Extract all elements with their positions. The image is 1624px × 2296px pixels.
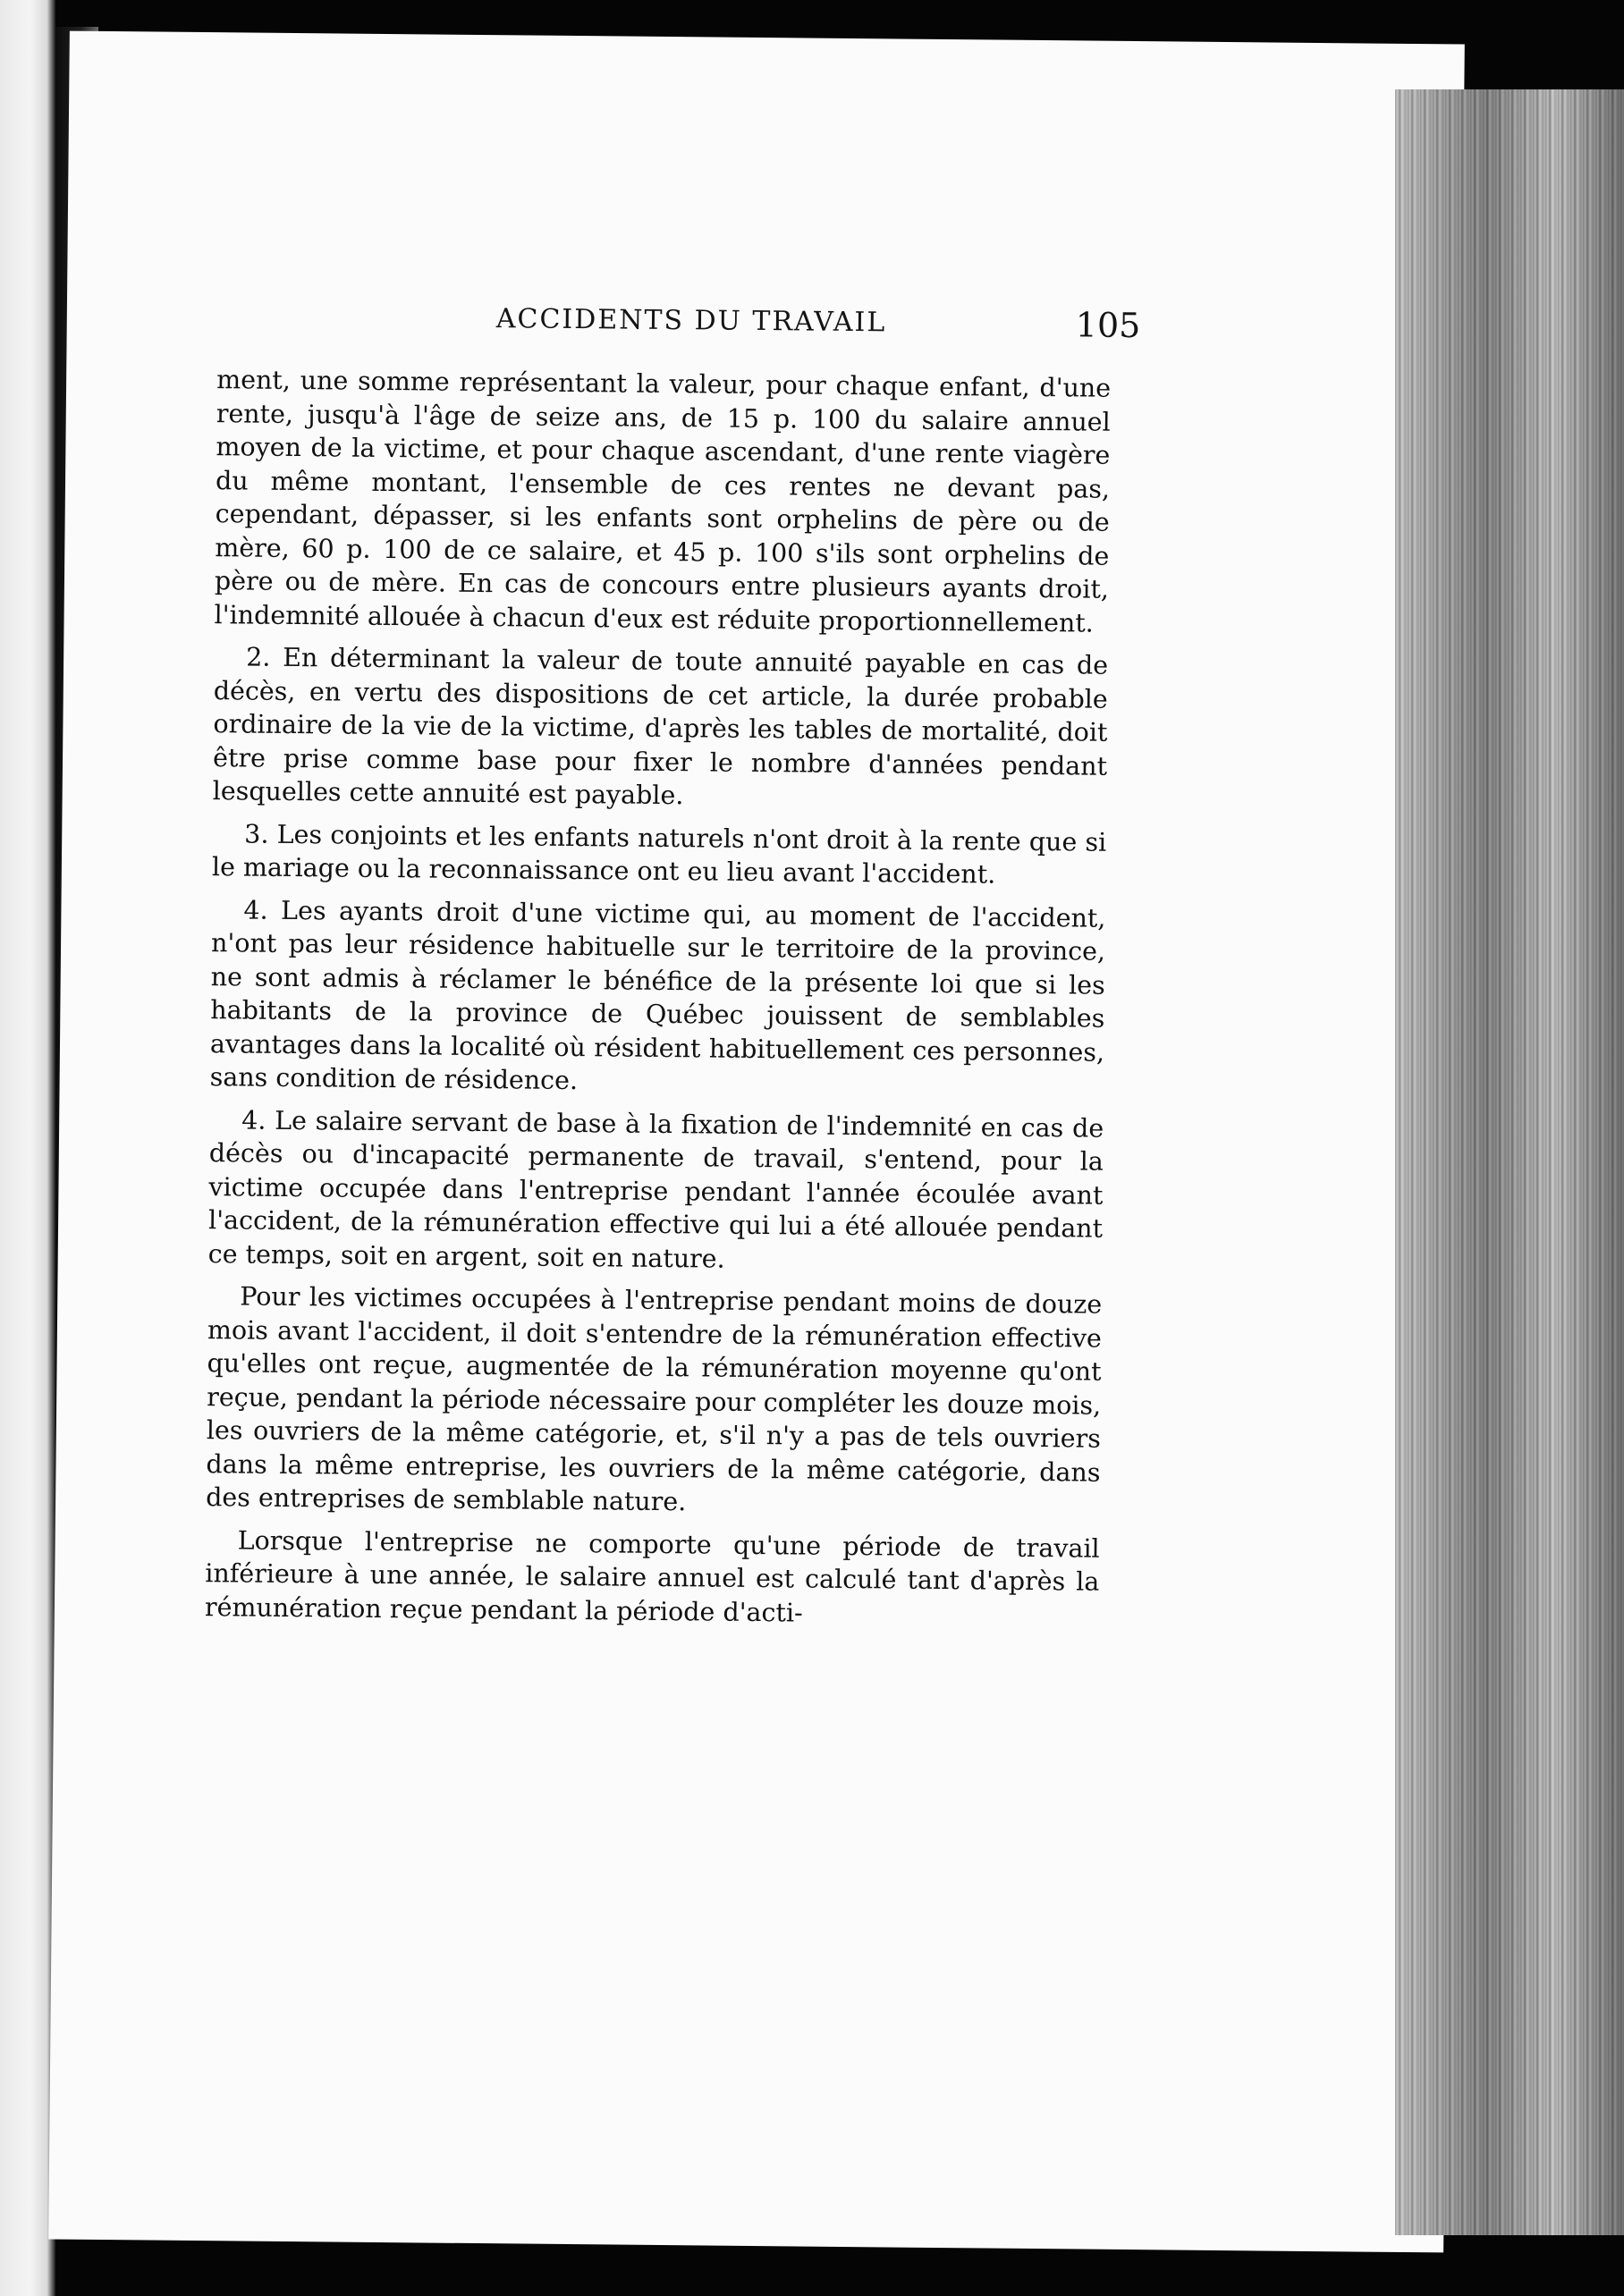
adjacent-page-edge xyxy=(0,0,55,2296)
paragraph-3: 3. Les conjoints et les enfants naturels n'ont droit à la rente que si le mariage ou la reconnaissance ont eu lieu avant l'accident. xyxy=(211,818,1107,890)
paragraph-continuation: ment, une somme représentant la valeur, pour chaque enfant, d'une rente, jusqu'à l'âge de seize ans, de 15 p. 100 du salaire annuel moyen de la victime, et pour chaque ascendant, d'une rente viagère du même montant, l'ensemble de ces rentes ne devant pas, cependant, dépasser, si les enfants sont orphelins de père ou de mère, 60 p. 100 de ce salaire, et 45 p. 100 s'ils sont orphelins de père ou de mère. En cas de concours entre plusieurs ayants droit, l'indemnité allouée à chacun d'eux est réduite proportionnellement. xyxy=(214,365,1112,638)
paragraph-4-salary: 4. Le salaire servant de base à la fixation de l'indemnité en cas de décès ou d'incapacité permanente de travail, s'entend, pour la victime occupée dans l'entreprise pendant l'année écoulée avant l'accident, de la rémunération effective qui lui a été allouée pendant ce temps, soit en argent, soit en nature. xyxy=(207,1104,1104,1274)
paragraph-seasonal-enterprise: Lorsque l'entreprise ne comporte qu'une période de travail inférieure à une année, le salaire annuel est calculé tant d'après la rémunération reçue pendant la période d'acti- xyxy=(204,1524,1100,1628)
running-title: ACCIDENTS DU TRAVAIL xyxy=(495,303,887,339)
page-number: 105 xyxy=(1075,305,1141,346)
paragraph-victims-less-than-twelve-months: Pour les victimes occupées à l'entreprise pendant moins de douze mois avant l'accident, il doit s'entendre de la rémunération effective qu'elles ont reçue, augmentée de la rémunération moyenne qu'ont reçue, pendant la période nécessaire pour compléter les douze mois, les ouvriers de la même catégorie, et, s'il n'y a pas de tels ouvriers dans la même entreprise, les ouvriers de la même catégorie, dans des entreprises de semblable nature. xyxy=(205,1281,1103,1517)
book-page xyxy=(48,31,1465,2253)
stacked-page-edges xyxy=(1395,89,1624,2235)
page-body xyxy=(205,363,1112,1642)
paragraph-4-residence: 4. Les ayants droit d'une victime qui, au moment de l'accident, n'ont pas leur résidence habituelle sur le territoire de la province, ne sont admis à réclamer le bénéfice de la présente loi que si les habitants de la province de Québec jouissent de semblables avantages dans la localité où résident habituellement ces personnes, sans condition de résidence. xyxy=(209,894,1106,1096)
page-header xyxy=(66,300,1462,367)
paragraph-2: 2. En déterminant la valeur de toute annuité payable en cas de décès, en vertu des dispositions de cet article, la durée probable ordinaire de la vie de la victime, d'après les tables de mortalité, doit être prise comme base pour fixer le nombre d'années pendant lesquelles cette annuité est payable. xyxy=(212,642,1109,811)
